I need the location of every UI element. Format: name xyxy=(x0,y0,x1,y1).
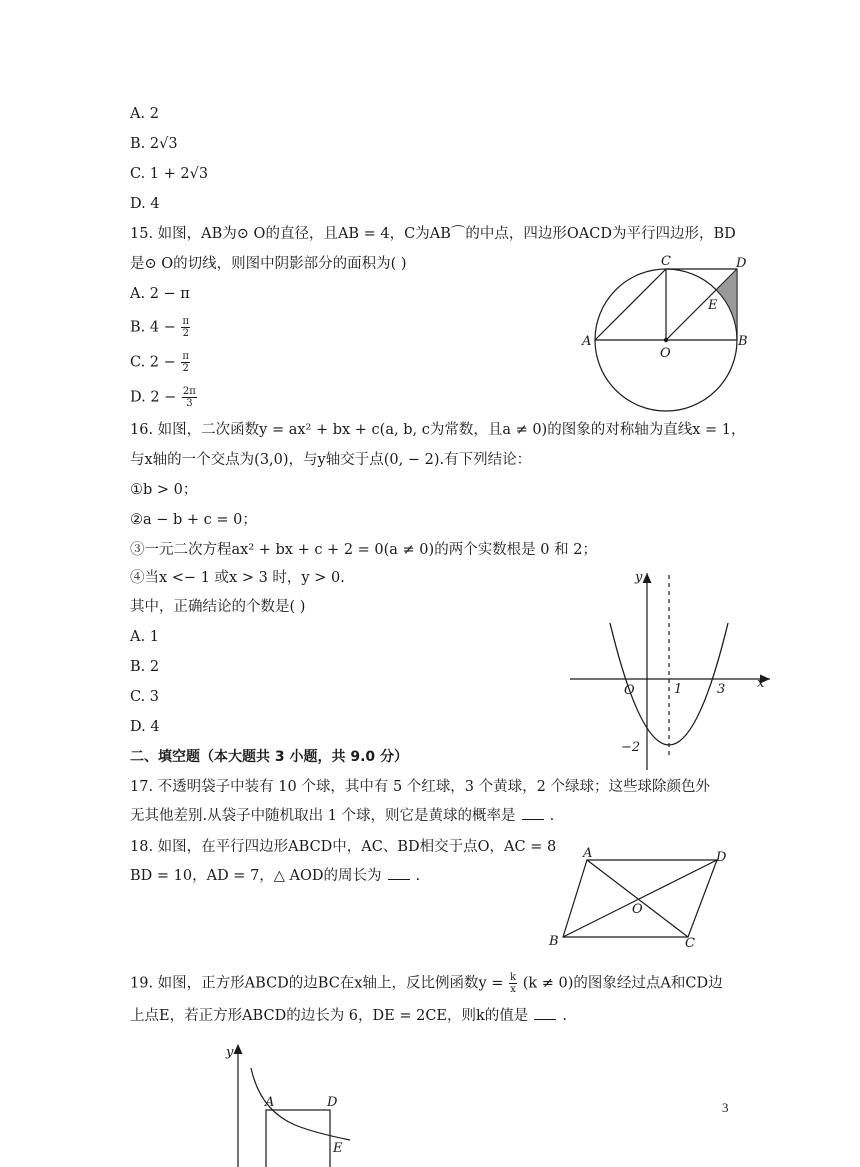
page-number: 3 xyxy=(722,1100,729,1115)
label-c: C xyxy=(661,254,671,269)
q16-option-b: B. 2 xyxy=(130,659,160,675)
q15-option-c: C. 2 − $\frac{\pi}{2}$ xyxy=(130,351,189,374)
q16-option-a: A. 1 xyxy=(130,629,159,645)
q17-stem-line1: 17. 不透明袋子中装有 10 个球，其中有 5 个红球，3 个黄球，2 个绿球；这些球除颜色外 xyxy=(130,779,710,795)
axis-y-label: y xyxy=(226,1045,234,1060)
q16-statement-4: ④当x <− 1 或x > 3 时，y > 0. xyxy=(130,570,345,586)
axis-x-label: x xyxy=(757,676,765,691)
fraction-pi-over-2: $\frac{\pi}{2}$ xyxy=(182,351,189,374)
q19-stem-line2: 上点E，若正方形ABCD的边长为 6，DE = 2CE，则k的值是 . xyxy=(130,1008,567,1024)
q15-option-d: D. 2 − $\frac{2\pi}{3}$ xyxy=(130,386,196,409)
label-c: C xyxy=(685,936,695,951)
label-e: E xyxy=(708,298,718,313)
label-d: D xyxy=(716,850,727,865)
q18-stem-line1: 18. 如图，在平行四边形ABCD中，AC、BD相交于点O，AC = 8 xyxy=(130,839,557,855)
q18-figure xyxy=(545,845,760,955)
fraction-k-over-x: $\frac{k}{x}$ xyxy=(510,972,517,995)
tick-3-label: 3 xyxy=(717,682,726,697)
label-d: D xyxy=(327,1095,338,1110)
label-e: E xyxy=(333,1141,343,1156)
section-heading-fill-in: 二、填空题（本大题共 3 小题，共 9.0 分） xyxy=(130,749,409,765)
origin-label: O xyxy=(624,683,635,698)
label-a: A xyxy=(583,846,593,861)
label-b: B xyxy=(549,934,559,949)
q16-option-c: C. 3 xyxy=(130,689,160,705)
label-a: A xyxy=(582,334,592,349)
q15-stem-line1: 15. 如图，AB为⊙ O的直径，且AB = 4，C为AB⌒的中点，四边形OACD为平行四边形，BD xyxy=(130,226,736,242)
label-d: D xyxy=(736,256,747,271)
q16-figure xyxy=(565,565,775,775)
tick-1-label: 1 xyxy=(674,682,683,697)
label-b: B xyxy=(738,334,748,349)
label-o: O xyxy=(660,346,671,361)
q14-option-b: B. 2√3 xyxy=(130,136,178,152)
q14-option-d: D. 4 xyxy=(130,196,160,212)
axis-y-label: y xyxy=(635,570,643,585)
q17-stem-line2: 无其他差别.从袋子中随机取出 1 个球，则它是黄球的概率是 . xyxy=(130,808,555,824)
q14-option-c: C. 1 + 2√3 xyxy=(130,166,209,182)
answer-blank xyxy=(534,1007,556,1020)
answer-blank xyxy=(388,867,410,880)
q16-statement-3: ③一元二次方程ax² + bx + c + 2 = 0(a ≠ 0)的两个实数根是 0 和 2； xyxy=(130,542,597,558)
q18-stem-line2: BD = 10，AD = 7，△ AOD的周长为 . xyxy=(130,868,421,884)
fraction-2pi-over-3: $\frac{2\pi}{3}$ xyxy=(182,386,196,409)
tick-minus2-label: −2 xyxy=(621,740,641,755)
q15-stem-line2: 是⊙ O的切线，则图中阴影部分的面积为( ) xyxy=(130,256,407,272)
q16-option-d: D. 4 xyxy=(130,719,160,735)
q16-statement-1: ①b > 0； xyxy=(130,482,198,498)
label-a: A xyxy=(265,1095,275,1110)
fraction-pi-over-2: $\frac{\pi}{2}$ xyxy=(182,316,190,339)
q14-option-a: A. 2 xyxy=(130,106,159,122)
q15-option-a: A. 2 − π xyxy=(130,286,190,302)
answer-blank xyxy=(522,807,544,820)
q16-question: 其中，正确结论的个数是( ) xyxy=(130,599,306,615)
q15-figure xyxy=(575,250,755,415)
q16-stem-line2: 与x轴的一个交点为(3,0)，与y轴交于点(0, − 2).有下列结论： xyxy=(130,452,532,468)
q16-statement-2: ②a − b + c = 0； xyxy=(130,512,257,528)
q15-option-b: B. 4 − $\frac{\pi}{2}$ xyxy=(130,316,190,339)
q16-stem-line1: 16. 如图，二次函数y = ax² + bx + c(a, b, c为常数，且a ≠ 0)的图象的对称轴为直线x = 1， xyxy=(130,422,746,438)
label-o: O xyxy=(632,902,643,917)
q19-figure xyxy=(215,1040,365,1167)
q19-stem-line1: 19. 如图，正方形ABCD的边BC在x轴上，反比例函数y = $\frac{k}{x}$ (k ≠ 0)的图象经过点A和CD边 xyxy=(130,972,723,995)
